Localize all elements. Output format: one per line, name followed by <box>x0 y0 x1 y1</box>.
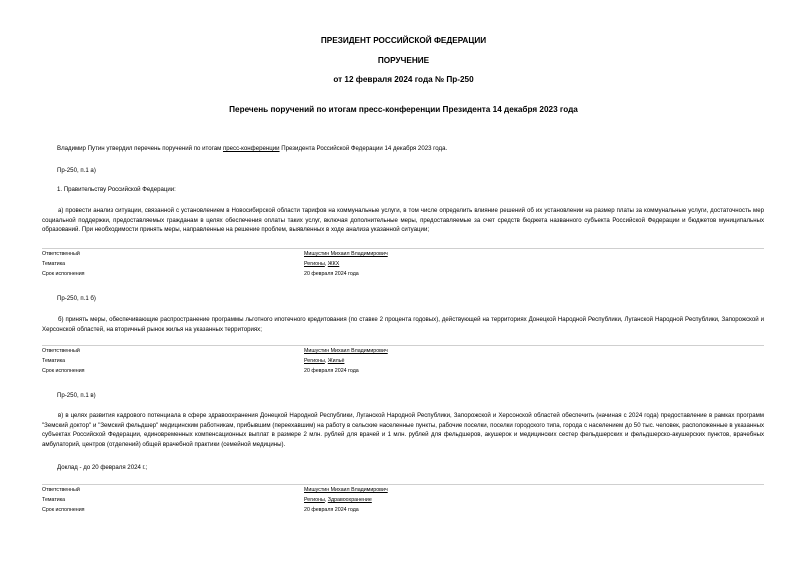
meta-row-deadline <box>42 507 462 517</box>
topic-link[interactable]: Жильё <box>327 358 345 364</box>
deadline-value: 20 февраля 2024 года <box>304 507 359 513</box>
intro-text-before: Владимир Путин утвердил перечень поручений по итогам <box>57 145 223 152</box>
meta-label: Срок исполнения <box>42 271 85 277</box>
meta-row-topic <box>42 358 462 368</box>
meta-label: Срок исполнения <box>42 368 85 374</box>
topic-values: Регионы, ЖКХ <box>304 261 340 267</box>
meta-label: Ответственный <box>42 487 80 493</box>
deadline-value: 20 февраля 2024 года <box>304 271 359 277</box>
item-meta <box>42 348 462 378</box>
meta-label: Тематика <box>42 261 66 267</box>
divider <box>42 345 764 346</box>
document-date-number: от 12 февраля 2024 года № Пр-250 <box>333 75 474 84</box>
item-report: Доклад - до 20 февраля 2024 г.; <box>57 464 148 471</box>
meta-row-topic <box>42 261 462 271</box>
document-type: ПОРУЧЕНИЕ <box>377 56 430 65</box>
topic-values: Регионы, Здравоохранение <box>304 497 372 503</box>
meta-row-responsible <box>42 251 462 261</box>
meta-label: Ответственный <box>42 251 80 257</box>
meta-label: Ответственный <box>42 348 80 354</box>
meta-label: Срок исполнения <box>42 507 85 513</box>
meta-row-deadline <box>42 368 462 378</box>
press-conference-link[interactable]: пресс-конференции <box>222 145 280 152</box>
divider <box>42 484 764 485</box>
item-preamble: 1. Правительству Российской Федерации: <box>57 186 176 193</box>
topic-values: Регионы, Жильё <box>304 358 345 364</box>
topic-link[interactable]: Регионы <box>304 497 325 503</box>
responsible-link[interactable]: Мишустин Михаил Владимирович <box>304 348 388 354</box>
topic-link[interactable]: Регионы <box>304 261 325 267</box>
responsible-link[interactable]: Мишустин Михаил Владимирович <box>304 251 388 257</box>
meta-row-responsible <box>42 348 462 358</box>
meta-row-responsible <box>42 487 462 497</box>
item-meta <box>42 487 462 517</box>
responsible-link[interactable]: Мишустин Михаил Владимирович <box>304 487 388 493</box>
topic-link[interactable]: Регионы <box>304 358 325 364</box>
document-authority: ПРЕЗИДЕНТ РОССИЙСКОЙ ФЕДЕРАЦИИ <box>320 36 487 45</box>
item-text: в) в целях развития кадрового потенциала в сфере здравоохранения Донецкой Народной Республики, Луганской Народной Республики, Запорожской и Херсонской областей обеспечить (начиная с 2024 года) предоставление в рамках программ "Земский доктор" и "Земский фельдшер" медицинским работникам, прибывшим (переехавшим) на работу в сельские населенные пункты, рабочие поселки, поселки городского типа, города с населением до 50 тыс. человек, расположенные в указанных субъектах Российской Федерации, единовременных компенсационных выплат в размере 2 млн. рублей для врачей и 1 млн. рублей для фельдшеров, акушерок и медицинских сестер фельдшерских и фельдшерско-акушерских пунктов, врачебных амбулаторий, центров (отделений) общей врачебной практики (семейной медицины). <box>42 412 764 448</box>
topic-link[interactable]: ЖКХ <box>327 261 340 267</box>
meta-row-topic <box>42 497 462 507</box>
item-ref: Пр-250, п.1 б) <box>57 295 96 302</box>
intro-paragraph <box>57 144 757 154</box>
item-text: а) провести анализ ситуации, связанной с установлением в Новосибирской области тарифов на коммунальные услуги, в том числе определить влияние решений об их установлении на размер платы за коммунальные услуги, достаточность мер социальной поддержки, предоставляемых гражданам в целях обеспечения оплаты таких услуг, включая дополнительные меры, предоставляемые за счет средств бюджета названного субъекта Российской Федерации и бюджетов муниципальных образований. При необходимости принять меры, направленные на решение проблем, выявленных в ходе анализа указанной ситуации; <box>42 207 764 234</box>
item-text: б) принять меры, обеспечивающие распространение программы льготного ипотечного кредитования (по ставке 2 процента годовых), действующей на территориях Донецкой Народной Республики, Луганской Народной Республики, Запорожской и Херсонской областей, на вторичный рынок жилья на указанных территориях; <box>42 316 764 333</box>
deadline-value: 20 февраля 2024 года <box>304 368 359 374</box>
intro-text-after: Президента Российской Федерации 14 декабря 2023 года. <box>279 145 448 152</box>
topic-link[interactable]: Здравоохранение <box>327 497 372 503</box>
meta-label: Тематика <box>42 497 66 503</box>
item-ref: Пр-250, п.1 в) <box>57 392 96 399</box>
item-ref: Пр-250, п.1 а) <box>57 167 96 174</box>
item-meta <box>42 251 462 281</box>
document-title: Перечень поручений по итогам пресс-конференции Президента 14 декабря 2023 года <box>229 105 578 114</box>
meta-row-deadline <box>42 271 462 281</box>
divider <box>42 248 764 249</box>
meta-label: Тематика <box>42 358 66 364</box>
